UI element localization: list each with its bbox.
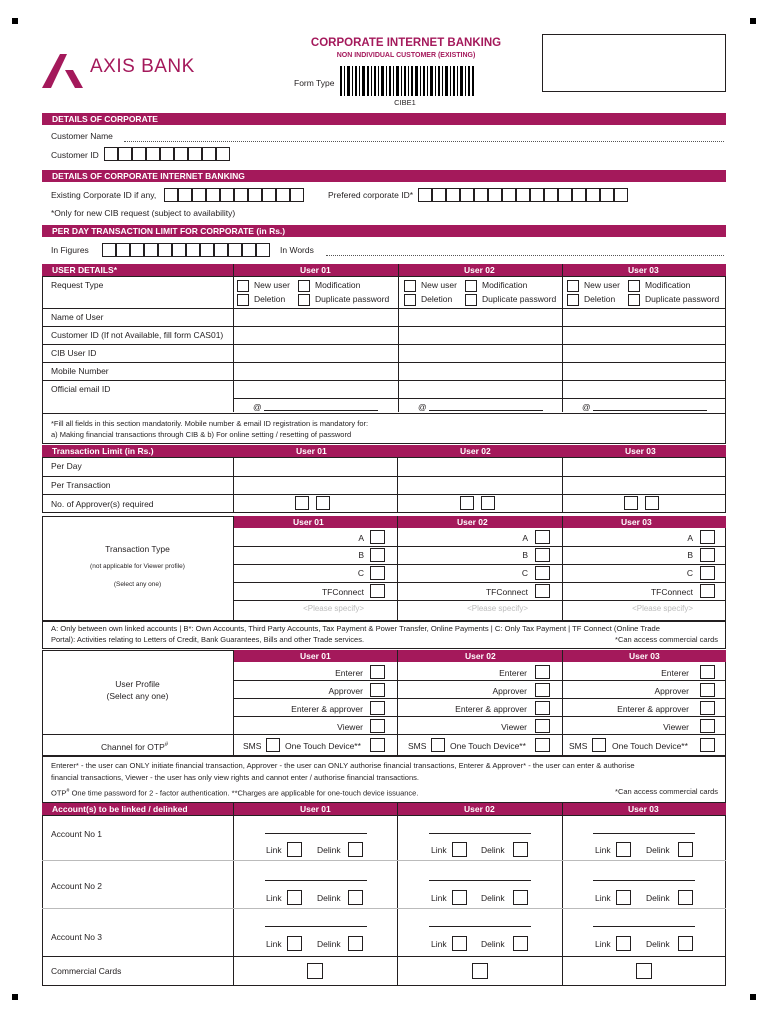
approver-label: Approver xyxy=(654,686,689,696)
cib-user-id-label: CIB User ID xyxy=(51,348,97,358)
in-figures-label: In Figures xyxy=(51,245,89,255)
viewer-label: Viewer xyxy=(663,722,689,732)
option-tf-label: TFConnect xyxy=(650,587,693,597)
deletion-checkbox-u1[interactable] xyxy=(237,294,249,306)
delink-checkbox-acc1-u3[interactable] xyxy=(678,842,693,857)
delink-checkbox-acc3-u2[interactable] xyxy=(513,936,528,951)
enterer-approver-label: Enterer & approver xyxy=(455,704,527,714)
modification-checkbox-u3[interactable] xyxy=(628,280,640,292)
delink-label: Delink xyxy=(317,845,341,855)
delink-label: Delink xyxy=(481,939,505,949)
user-profile-sublabel: (Select any one) xyxy=(106,691,169,701)
form-title: CORPORATE INTERNET BANKING xyxy=(310,37,502,49)
preferred-corporate-id-label: Prefered corporate ID* xyxy=(328,190,414,200)
enterer-approver-checkbox-u2[interactable] xyxy=(535,701,550,715)
option-a-label: A xyxy=(522,533,528,543)
viewer-checkbox-u1[interactable] xyxy=(370,719,385,733)
enterer-checkbox-u1[interactable] xyxy=(370,665,385,679)
form-subtitle: NON INDIVIDUAL CUSTOMER (EXISTING) xyxy=(336,52,476,59)
link-label: Link xyxy=(595,845,611,855)
account-2-field-u1[interactable] xyxy=(265,880,367,881)
approver-box-u2[interactable] xyxy=(481,496,495,510)
enterer-approver-label: Enterer & approver xyxy=(617,704,689,714)
account-3-field-u3[interactable] xyxy=(593,926,695,927)
delink-checkbox-acc3-u3[interactable] xyxy=(678,936,693,951)
transaction-limit-header: Transaction Limit (in Rs.) User 01 User 02 User 03 xyxy=(42,445,726,457)
customer-id-label: Customer ID xyxy=(51,150,99,160)
account-2-label: Account No 2 xyxy=(51,881,103,891)
duplicate-password-label: Duplicate password xyxy=(482,294,557,304)
viewer-checkbox-u2[interactable] xyxy=(535,719,550,733)
approver-box-u1[interactable] xyxy=(316,496,330,510)
in-words-label: In Words xyxy=(280,245,314,255)
delink-checkbox-acc1-u2[interactable] xyxy=(513,842,528,857)
approvers-label: No. of Approver(s) required xyxy=(51,499,154,509)
approver-box-u1[interactable] xyxy=(295,496,309,510)
sms-checkbox-u2[interactable] xyxy=(431,738,445,752)
transaction-type-note-1: A: Only between own linked accounts | B*: Own Accounts, Third Party Accounts, Tax Payment & Power Transfer, Online Payments | C: Only Tax Payment | TF Connect (Online Trade xyxy=(51,624,660,633)
one-touch-checkbox-u2[interactable] xyxy=(535,738,550,752)
transaction-type-sub2: (Select any one) xyxy=(113,581,162,588)
customer-id-user-label: Customer ID (If not Available, fill form CAS01) xyxy=(51,330,224,340)
link-checkbox-acc1-u3[interactable] xyxy=(616,842,631,857)
transaction-type-sub1: (not applicable for Viewer profile) xyxy=(90,563,185,570)
section-header-limit: PER DAY TRANSACTION LIMIT FOR CORPORATE (in Rs.) xyxy=(42,225,726,237)
option-c-label: C xyxy=(686,568,693,578)
sms-label: SMS xyxy=(569,741,588,751)
form-type-label: Form Type xyxy=(294,78,335,88)
modification-label: Modification xyxy=(315,280,361,290)
option-tf-checkbox-u2[interactable] xyxy=(535,584,550,598)
delink-checkbox-acc2-u2[interactable] xyxy=(513,890,528,905)
form-code: CIBE1 xyxy=(394,98,416,107)
email-at-u1: @ xyxy=(253,402,262,412)
approver-box-u3[interactable] xyxy=(624,496,638,510)
deletion-label: Deletion xyxy=(584,294,616,304)
approver-box-u2[interactable] xyxy=(460,496,474,510)
transaction-type-header: User 01 User 02 User 03 xyxy=(233,516,726,528)
link-checkbox-acc3-u2[interactable] xyxy=(452,936,467,951)
account-3-label: Account No 3 xyxy=(51,932,103,942)
modification-checkbox-u2[interactable] xyxy=(465,280,477,292)
existing-corporate-id-label: Existing Corporate ID if any, xyxy=(51,190,157,200)
new-user-label: New user xyxy=(584,280,620,290)
email-domain-field-u1[interactable] xyxy=(264,410,378,411)
viewer-label: Viewer xyxy=(501,722,527,732)
cib-availability-note: *Only for new CIB request (subject to availability) xyxy=(51,208,236,218)
email-at-u3: @ xyxy=(582,402,591,412)
account-3-field-u1[interactable] xyxy=(265,926,367,927)
email-domain-field-u2[interactable] xyxy=(429,410,543,411)
customer-name-field[interactable] xyxy=(124,141,724,142)
account-1-field-u1[interactable] xyxy=(265,833,367,834)
enterer-label: Enterer xyxy=(335,668,363,678)
axis-logo-icon xyxy=(40,50,86,90)
delink-label: Delink xyxy=(646,939,670,949)
accounts-header: Account(s) to be linked / delinked User 01 User 02 User 03 xyxy=(42,803,726,815)
duplicate-password-label: Duplicate password xyxy=(315,294,390,304)
option-c-label: C xyxy=(357,568,364,578)
duplicate-password-checkbox-u3[interactable] xyxy=(628,294,640,306)
link-checkbox-acc1-u2[interactable] xyxy=(452,842,467,857)
account-3-field-u2[interactable] xyxy=(429,926,531,927)
mobile-number-label: Mobile Number xyxy=(51,366,109,376)
approver-checkbox-u2[interactable] xyxy=(535,683,550,697)
registration-mark xyxy=(12,18,18,24)
duplicate-password-label: Duplicate password xyxy=(645,294,720,304)
account-2-field-u2[interactable] xyxy=(429,880,531,881)
mandatory-note-1: *Fill all fields in this section mandatorily. Mobile number & email ID registration is mandatory for: xyxy=(51,419,369,428)
enterer-checkbox-u3[interactable] xyxy=(700,665,715,679)
commercial-cards-checkbox-u3[interactable] xyxy=(636,963,652,979)
delink-label: Delink xyxy=(646,845,670,855)
barcode-icon xyxy=(340,66,475,96)
section-header-corporate: DETAILS OF CORPORATE xyxy=(42,113,726,125)
link-label: Link xyxy=(595,939,611,949)
option-tf-label: TFConnect xyxy=(485,587,528,597)
link-label: Link xyxy=(595,893,611,903)
delink-checkbox-acc2-u3[interactable] xyxy=(678,890,693,905)
link-checkbox-acc2-u1[interactable] xyxy=(287,890,302,905)
approver-box-u3[interactable] xyxy=(645,496,659,510)
modification-label: Modification xyxy=(645,280,691,290)
enterer-approver-checkbox-u3[interactable] xyxy=(700,701,715,715)
in-words-field[interactable] xyxy=(326,255,724,256)
link-label: Link xyxy=(431,893,447,903)
option-tf-label: TFConnect xyxy=(321,587,364,597)
option-b-label: B xyxy=(358,550,364,560)
delink-checkbox-acc1-u1[interactable] xyxy=(348,842,363,857)
sms-checkbox-u3[interactable] xyxy=(592,738,606,752)
specify-field-u2[interactable]: <Please specify> xyxy=(467,604,528,613)
user-profile-header: User 01 User 02 User 03 xyxy=(233,650,726,662)
link-label: Link xyxy=(266,845,282,855)
option-a-checkbox-u1[interactable] xyxy=(370,530,385,544)
viewer-checkbox-u3[interactable] xyxy=(700,719,715,733)
mandatory-note-2: a) Making financial transactions through CIB & b) For online setting / resetting of password xyxy=(51,430,352,439)
link-label: Link xyxy=(431,939,447,949)
account-1-field-u2[interactable] xyxy=(429,833,531,834)
option-c-label: C xyxy=(521,568,528,578)
option-c-checkbox-u3[interactable] xyxy=(700,566,715,580)
option-b-label: B xyxy=(687,550,693,560)
option-b-label: B xyxy=(522,550,528,560)
otp-channel-label: Channel for OTP# xyxy=(101,741,169,752)
user-details-header: USER DETAILS* User 01 User 02 User 03 xyxy=(42,264,726,276)
email-domain-field-u3[interactable] xyxy=(593,410,707,411)
link-label: Link xyxy=(266,939,282,949)
account-2-field-u3[interactable] xyxy=(593,880,695,881)
approver-label: Approver xyxy=(492,686,527,696)
link-checkbox-acc1-u1[interactable] xyxy=(287,842,302,857)
user-profile-label: User Profile xyxy=(115,679,160,689)
account-1-label: Account No 1 xyxy=(51,829,103,839)
link-label: Link xyxy=(266,893,282,903)
account-1-field-u3[interactable] xyxy=(593,833,695,834)
new-user-checkbox-u2[interactable] xyxy=(404,280,416,292)
delink-label: Delink xyxy=(317,893,341,903)
option-b-checkbox-u2[interactable] xyxy=(535,548,550,562)
section-header-cib: DETAILS OF CORPORATE INTERNET BANKING xyxy=(42,170,726,182)
one-touch-label: One Touch Device** xyxy=(285,741,361,751)
option-tf-checkbox-u3[interactable] xyxy=(700,584,715,598)
one-touch-checkbox-u1[interactable] xyxy=(370,738,385,752)
profile-note-1: Enterer* - the user can ONLY initiate financial transaction, Approver - the user can ONLY authorise financial transactions, Enterer & Approver* - the user can enter & authorise xyxy=(51,761,635,770)
enterer-label: Enterer xyxy=(499,668,527,678)
duplicate-password-checkbox-u1[interactable] xyxy=(298,294,310,306)
link-checkbox-acc2-u3[interactable] xyxy=(616,890,631,905)
per-day-label: Per Day xyxy=(51,461,82,471)
registration-mark xyxy=(12,994,18,1000)
delink-label: Delink xyxy=(646,893,670,903)
transaction-type-label: Transaction Type xyxy=(105,544,170,554)
modification-checkbox-u1[interactable] xyxy=(298,280,310,292)
approver-label: Approver xyxy=(328,686,363,696)
sms-checkbox-u1[interactable] xyxy=(266,738,280,752)
option-tf-checkbox-u1[interactable] xyxy=(370,584,385,598)
name-of-user-label: Name of User xyxy=(51,312,104,322)
option-a-label: A xyxy=(687,533,693,543)
modification-label: Modification xyxy=(482,280,528,290)
duplicate-password-checkbox-u2[interactable] xyxy=(465,294,477,306)
delink-label: Delink xyxy=(481,893,505,903)
bank-name: AXIS BANK xyxy=(90,56,195,77)
commercial-cards-checkbox-u1[interactable] xyxy=(307,963,323,979)
sms-label: SMS xyxy=(243,741,262,751)
one-touch-checkbox-u3[interactable] xyxy=(700,738,715,752)
transaction-type-note-2: Portal): Activities relating to Letters of Credit, Bank Guarantees, Bills and other Trade services. xyxy=(51,635,365,644)
delink-label: Delink xyxy=(317,939,341,949)
option-a-label: A xyxy=(358,533,364,543)
new-user-checkbox-u1[interactable] xyxy=(237,280,249,292)
link-checkbox-acc3-u1[interactable] xyxy=(287,936,302,951)
registration-mark xyxy=(750,994,756,1000)
profile-note-2: financial transactions, Viewer - the user has only view rights and cannot enter / authorise financial transactions. xyxy=(51,773,419,782)
one-touch-label: One Touch Device** xyxy=(450,741,526,751)
new-user-checkbox-u3[interactable] xyxy=(567,280,579,292)
specify-field-u3[interactable]: <Please specify> xyxy=(632,604,693,613)
photo-stamp-box xyxy=(542,34,726,92)
one-touch-label: One Touch Device** xyxy=(612,741,688,751)
option-a-checkbox-u3[interactable] xyxy=(700,530,715,544)
deletion-checkbox-u2[interactable] xyxy=(404,294,416,306)
email-at-u2: @ xyxy=(418,402,427,412)
commercial-cards-checkbox-u2[interactable] xyxy=(472,963,488,979)
approver-checkbox-u3[interactable] xyxy=(700,683,715,697)
deletion-label: Deletion xyxy=(254,294,286,304)
approver-checkbox-u1[interactable] xyxy=(370,683,385,697)
option-a-checkbox-u2[interactable] xyxy=(535,530,550,544)
commercial-cards-note: *Can access commercial cards xyxy=(615,635,718,644)
new-user-label: New user xyxy=(254,280,290,290)
registration-mark xyxy=(750,18,756,24)
deletion-label: Deletion xyxy=(421,294,453,304)
link-checkbox-acc2-u2[interactable] xyxy=(452,890,467,905)
request-type-label: Request Type xyxy=(51,280,104,290)
delink-checkbox-acc3-u1[interactable] xyxy=(348,936,363,951)
specify-field-u1[interactable]: <Please specify> xyxy=(303,604,364,613)
per-transaction-label: Per Transaction xyxy=(51,480,111,490)
commercial-cards-label: Commercial Cards xyxy=(51,966,122,976)
option-c-checkbox-u1[interactable] xyxy=(370,566,385,580)
link-checkbox-acc3-u3[interactable] xyxy=(616,936,631,951)
commercial-cards-note: *Can access commercial cards xyxy=(615,787,718,796)
link-label: Link xyxy=(431,845,447,855)
delink-label: Delink xyxy=(481,845,505,855)
delink-checkbox-acc2-u1[interactable] xyxy=(348,890,363,905)
profile-note-3: OTP# One time password for 2 - factor authentication. **Charges are applicable for one-touch device issuance. xyxy=(51,788,419,798)
enterer-approver-label: Enterer & approver xyxy=(291,704,363,714)
option-c-checkbox-u2[interactable] xyxy=(535,566,550,580)
option-b-checkbox-u3[interactable] xyxy=(700,548,715,562)
deletion-checkbox-u3[interactable] xyxy=(567,294,579,306)
viewer-label: Viewer xyxy=(337,722,363,732)
new-user-label: New user xyxy=(421,280,457,290)
sms-label: SMS xyxy=(408,741,427,751)
enterer-checkbox-u2[interactable] xyxy=(535,665,550,679)
enterer-label: Enterer xyxy=(661,668,689,678)
customer-name-label: Customer Name xyxy=(51,131,113,141)
enterer-approver-checkbox-u1[interactable] xyxy=(370,701,385,715)
official-email-label: Official email ID xyxy=(51,384,111,394)
option-b-checkbox-u1[interactable] xyxy=(370,548,385,562)
